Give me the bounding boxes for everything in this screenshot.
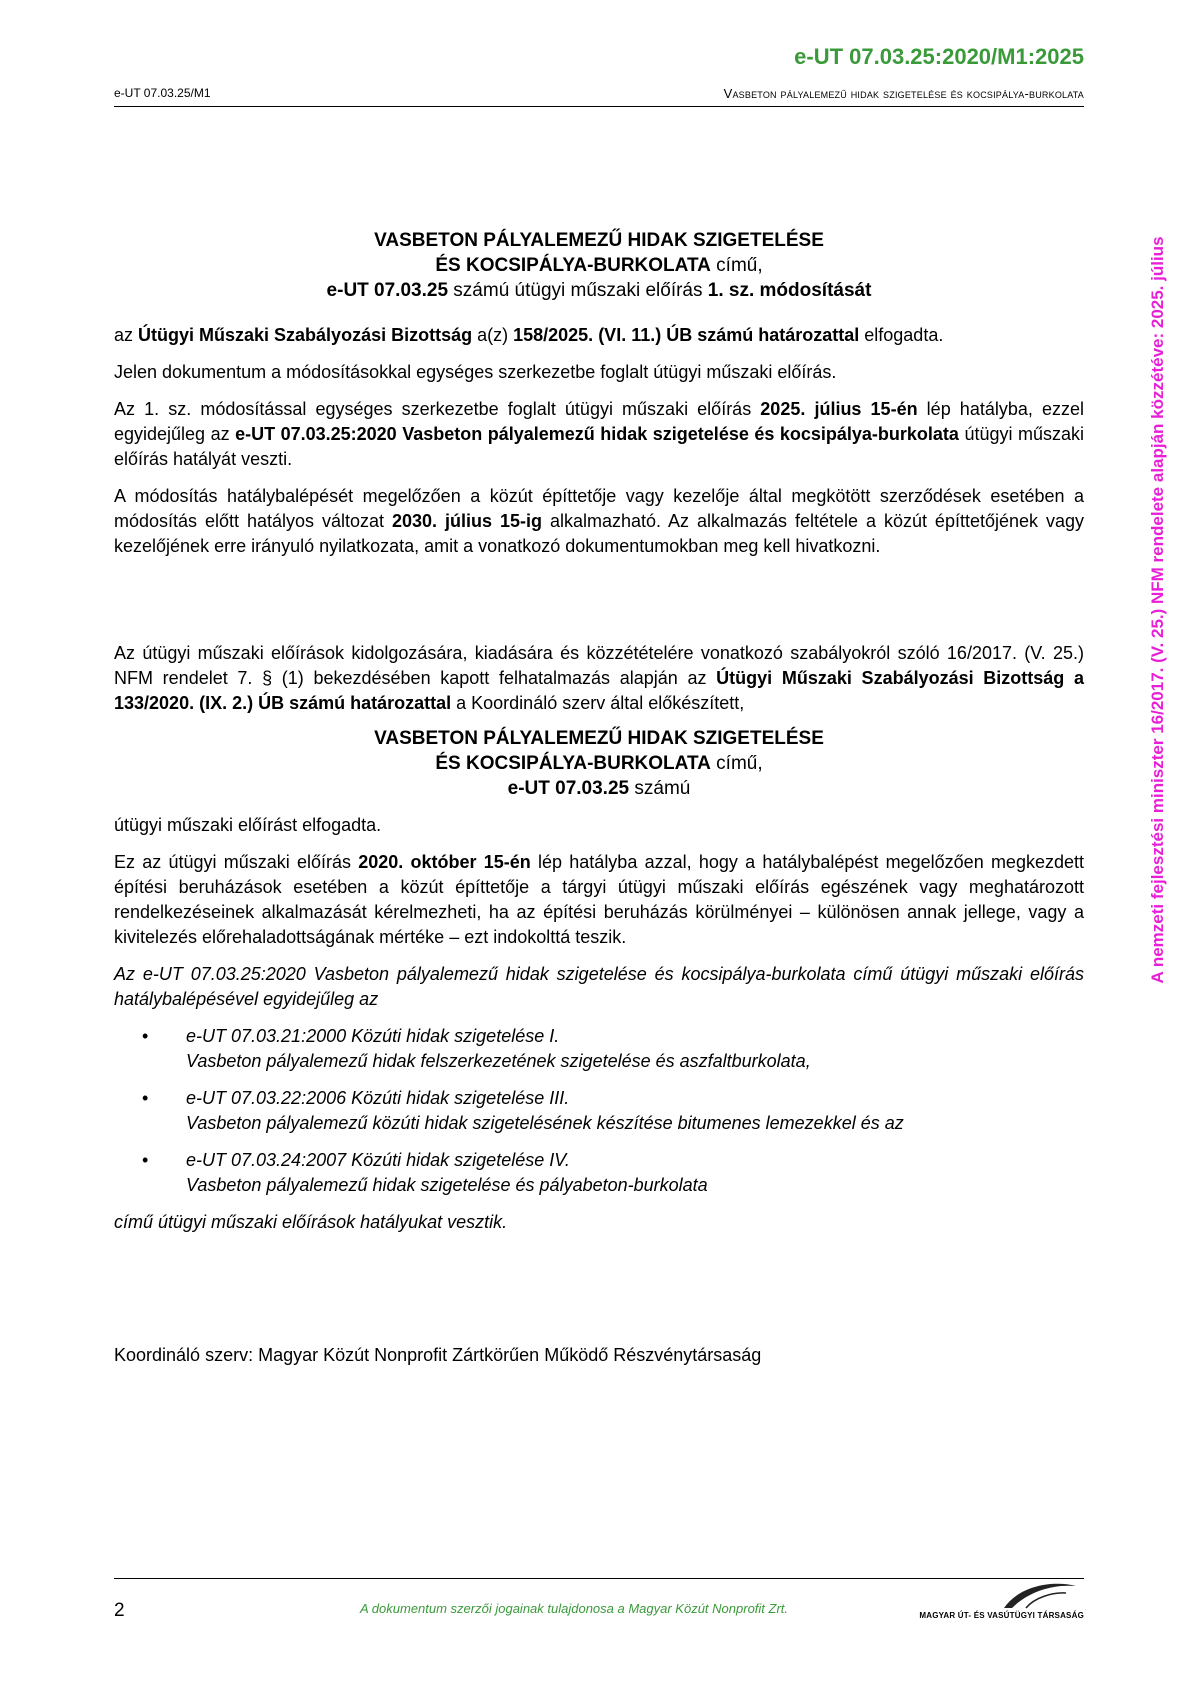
title-line: ÉS KOCSIPÁLYA-BURKOLATA: [435, 753, 711, 774]
text-bold: 2030. július 15-ig: [392, 511, 542, 531]
text-bold: 2020. október 15-én: [358, 852, 531, 872]
title-line: ÉS KOCSIPÁLYA-BURKOLATA: [435, 255, 711, 276]
list-item: [114, 1148, 1084, 1198]
page-number: 2: [114, 1600, 125, 1621]
text: útügyi műszaki előírás hatályát veszti.: [114, 424, 1084, 469]
title-amendment: [114, 228, 1084, 303]
logo-text: MAGYAR ÚT- ÉS VASÚTÜGYI TÁRSASÁG: [919, 1611, 1084, 1620]
text-bold: 158/2025. (VI. 11.) ÚB számú határozattal: [513, 325, 860, 345]
text-bold: Útügyi Műszaki Szabályozási Bizottság a 133/2020. (IX. 2.) ÚB számú határozattal: [114, 668, 1084, 713]
paragraph-effective: [114, 397, 1084, 472]
text: lép hatályba azzal, hogy a hatálybalépést megelőzően megkezdett építési beruházások esetében a közút építtetője a tárgyi útügyi műszaki előírás egészének vagy meghatározott rendelkezéseinek alkalmazását kérelmezheti, ha az építési beruházás körülményei – különösen annak jellege, vagy a kivitelezés előrehaladottságának mértéke – ezt indokolttá teszik.: [114, 852, 1084, 947]
title-amendment-no: 1. sz. módosítását: [707, 280, 872, 301]
paragraph-accepted: útügyi műszaki előírást elfogadta.: [114, 815, 382, 835]
header-right: Vasbeton pályalemezű hidak szigetelése és kocsipálya-burkolata: [723, 86, 1084, 101]
paragraph-repeal-end: című útügyi műszaki előírások hatályukat vesztik.: [114, 1212, 508, 1232]
text: Az 1. sz. módosítással egységes szerkezetbe foglalt útügyi műszaki előírás: [114, 399, 761, 419]
title-original: [114, 726, 1084, 801]
list-item-title: Vasbeton pályalemezű hidak felszerkezetének szigetelése és aszfaltburkolata,: [186, 1051, 811, 1071]
title-code: e-UT 07.03.25: [326, 280, 449, 301]
text: Ez az útügyi műszaki előírás: [114, 852, 359, 872]
coordinator-line: Koordináló szerv: Magyar Közút Nonprofit Zártkörűen Működő Részvénytársaság: [114, 1345, 762, 1365]
bullet-symbol: •: [142, 1026, 149, 1046]
text: a(z): [472, 325, 514, 345]
side-note-text: A nemzeti fejlesztési miniszter 16/2017. (V. 25.) NFM rendelete alapján közzétéve: 2025. július: [1148, 236, 1167, 984]
text: Az útügyi műszaki előírások kidolgozására, kiadására és közzétételére vonatkozó szabályokról szóló 16/2017. (V. 25.) NFM rendelet 7. § (1) bekezdésében kapott felhatalmazás alapján az: [114, 643, 1084, 688]
society-logo: [919, 1578, 1084, 1624]
text: lép hatályba, ezzel egyidejűleg az: [114, 399, 1084, 444]
header-left: e-UT 07.03.25/M1: [114, 86, 211, 100]
copyright-notice: A dokumentum szerzői jogainak tulajdonosa a Magyar Közút Nonprofit Zrt.: [360, 1601, 789, 1616]
text: elfogadta.: [859, 325, 944, 345]
text: A módosítás hatálybalépését megelőzően a közút építtetője vagy kezelője által megkötött szerződések esetében a módosítás előtt hatályos változat: [114, 486, 1084, 531]
paragraph-repeal-intro: Az e-UT 07.03.25:2020 Vasbeton pályalemezű hidak szigetelése és kocsipálya-burkolata című útügyi műszaki előírás hatálybalépésével egyidejűleg az: [114, 964, 1084, 1009]
title-text: számú: [629, 778, 691, 799]
document-code: e-UT 07.03.25:2020/M1:2025: [794, 44, 1084, 69]
title-line: VASBETON PÁLYALEMEZŰ HIDAK SZIGETELÉSE: [374, 230, 824, 251]
title-text: számú útügyi műszaki előírás: [448, 280, 708, 301]
title-code: e-UT 07.03.25: [507, 778, 630, 799]
list-item: [114, 1086, 1084, 1136]
side-publication-note: [1148, 165, 1168, 1055]
text: a Koordináló szerv által előkészített,: [451, 693, 745, 713]
list-item-code: e-UT 07.03.21:2000 Közúti hidak szigetelése I.: [186, 1026, 560, 1046]
list-item-code: e-UT 07.03.24:2007 Közúti hidak szigetelése IV.: [186, 1150, 570, 1170]
paragraph-transition: [114, 484, 1084, 559]
list-item-title: Vasbeton pályalemezű közúti hidak szigetelésének készítése bitumenes lemezekkel és az: [186, 1113, 904, 1133]
paragraph-consolidated: Jelen dokumentum a módosításokkal egységes szerkezetbe foglalt útügyi műszaki előírás.: [114, 362, 837, 382]
text-bold: e-UT 07.03.25:2020 Vasbeton pályalemezű hidak szigetelése és kocsipálya-burkolata: [235, 424, 959, 444]
title-line-rest: című,: [710, 753, 763, 774]
text-bold: 2025. július 15-én: [760, 399, 918, 419]
list-item: [114, 1024, 1084, 1074]
paragraph-authorization: [114, 641, 1084, 716]
paragraph-adoption: [114, 323, 1084, 348]
title-line: VASBETON PÁLYALEMEZŰ HIDAK SZIGETELÉSE: [374, 728, 824, 749]
paragraph-original-effective: [114, 850, 1084, 950]
text: alkalmazható. Az alkalmazás feltétele a közút építtetőjének vagy kezelőjének erre irányuló nyilatkozata, amit a vonatkozó dokumentumokban meg kell hivatkozni.: [114, 511, 1084, 556]
page-body: [114, 228, 1084, 1368]
list-item-code: e-UT 07.03.22:2006 Közúti hidak szigetelése III.: [186, 1088, 570, 1108]
text: az: [114, 325, 139, 345]
list-item-title: Vasbeton pályalemezű hidak szigetelése és pályabeton-burkolata: [186, 1175, 708, 1195]
title-line-rest: című,: [710, 255, 763, 276]
running-header: [114, 86, 1084, 107]
bullet-symbol: •: [142, 1150, 149, 1170]
text-bold: Útügyi Műszaki Szabályozási Bizottság: [138, 325, 473, 345]
bullet-symbol: •: [142, 1088, 149, 1108]
